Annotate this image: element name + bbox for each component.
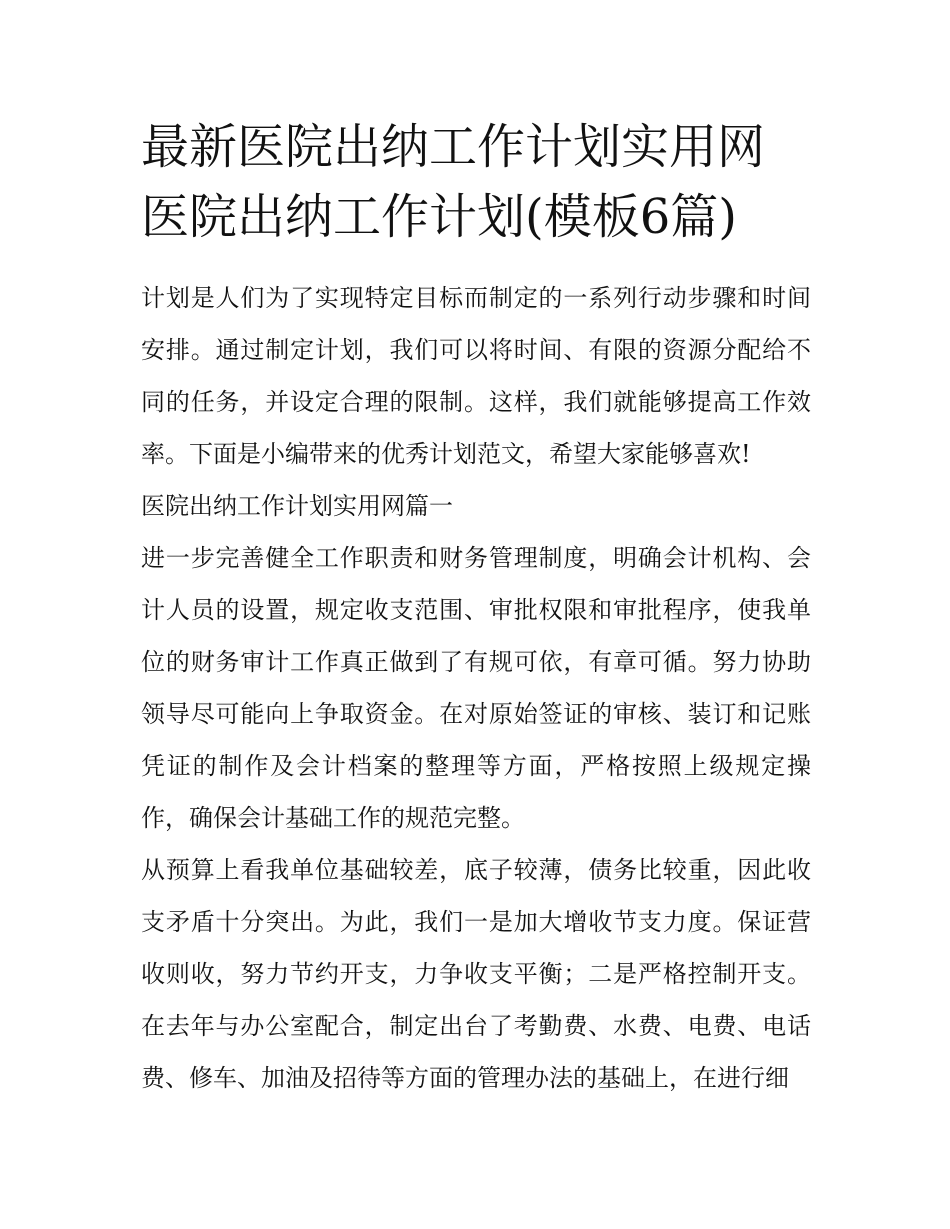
intro-paragraph: 计划是人们为了实现特定目标而制定的一系列行动步骤和时间安排。通过制定计划，我们可以将时间、有限的资源分配给不同的任务，并设定合理的限制。这样，我们就能够提高工作效率。下面是小编带来的优秀计划范文，希望大家能够喜欢!	[141, 284, 811, 468]
body-paragraph-1: 进一步完善健全工作职责和财务管理制度，明确会计机构、会计人员的设置，规定收支范围、审批权限和审批程序，使我单位的财务审计工作真正做到了有规可依，有章可循。努力协助领导尽可能向上争取资金。在对原始签证的审核、装订和记账凭证的制作及会计档案的整理等方面，严格按照上级规定操作，确保会计基础工作的规范完整。	[141, 544, 811, 832]
body-paragraph-2: 从预算上看我单位基础较差，底子较薄，债务比较重，因此收支矛盾十分突出。为此，我们一是加大增收节支力度。保证营收则收，努力节约开支，力争收支平衡；二是严格控制开支。在去年与办公室配合，制定出台了考勤费、水费、电费、电话费、修车、加油及招待等方面的管理办法的基础上，在进行细	[141, 856, 811, 1092]
document-content	[141, 112, 811, 1104]
section-heading: 医院出纳工作计划实用网篇一	[141, 492, 453, 520]
document-title: 最新医院出纳工作计划实用网医院出纳工作计划(模板6篇)	[141, 119, 766, 245]
